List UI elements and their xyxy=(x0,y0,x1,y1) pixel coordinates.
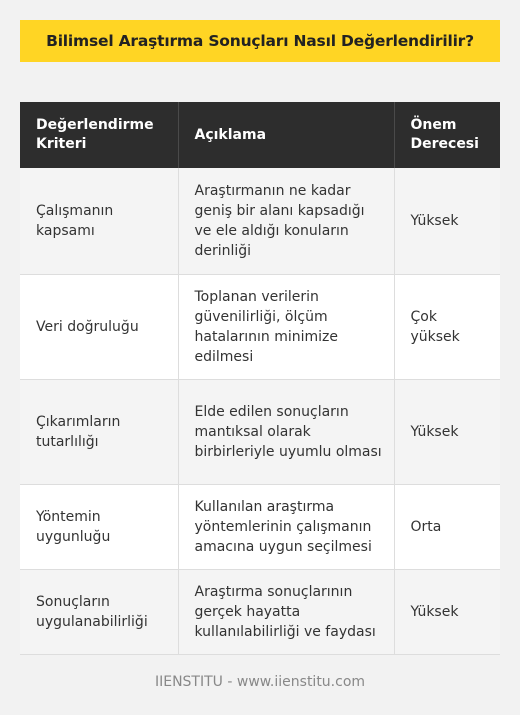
header-description: Açıklama xyxy=(178,102,394,168)
table-row xyxy=(20,484,500,569)
header-importance: Önem Derecesi xyxy=(394,102,500,168)
description-cell: Araştırmanın ne kadar geniş bir alanı kapsadığı ve ele aldığı konuların derinliği xyxy=(178,168,394,274)
criterion-cell: Yöntemin uygunluğu xyxy=(20,484,178,569)
criterion-cell: Sonuçların uygulanabilirliği xyxy=(20,569,178,654)
table-header-row xyxy=(20,102,500,168)
table-row xyxy=(20,168,500,274)
footer-credit: IIENSTITU - www.iienstitu.com xyxy=(154,674,366,690)
criterion-cell: Çalışmanın kapsamı xyxy=(20,168,178,274)
importance-cell: Orta xyxy=(394,484,500,569)
importance-cell: Yüksek xyxy=(394,379,500,484)
table-row xyxy=(20,379,500,484)
description-cell: Elde edilen sonuçların mantıksal olarak birbirleriyle uyumlu olması xyxy=(178,379,394,484)
table-row xyxy=(20,274,500,379)
importance-cell: Çok yüksek xyxy=(394,274,500,379)
importance-cell: Yüksek xyxy=(394,569,500,654)
criteria-table xyxy=(20,102,500,655)
description-cell: Toplanan verilerin güvenilirliği, ölçüm hatalarının minimize edilmesi xyxy=(178,274,394,379)
description-cell: Araştırma sonuçlarının gerçek hayatta kullanılabilirliği ve faydası xyxy=(178,569,394,654)
page-title: Bilimsel Araştırma Sonuçları Nasıl Değerlendirilir? xyxy=(20,20,500,62)
description-cell: Kullanılan araştırma yöntemlerinin çalışmanın amacına uygun seçilmesi xyxy=(178,484,394,569)
header-criterion: Değerlendirme Kriteri xyxy=(20,102,178,168)
criterion-cell: Veri doğruluğu xyxy=(20,274,178,379)
table-row xyxy=(20,569,500,654)
criterion-cell: Çıkarımların tutarlılığı xyxy=(20,379,178,484)
importance-cell: Yüksek xyxy=(394,168,500,274)
